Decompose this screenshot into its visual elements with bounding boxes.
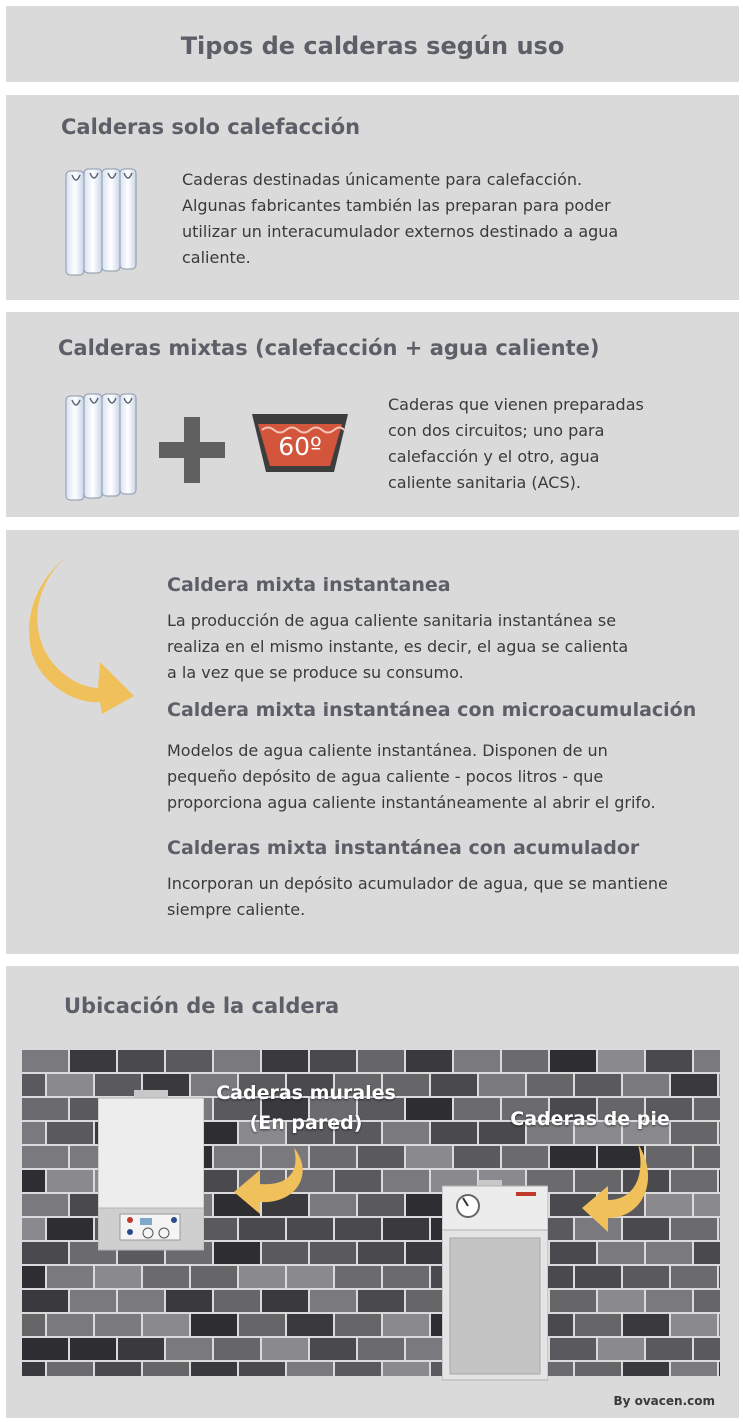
brick xyxy=(550,1050,596,1072)
wall-boiler-label-line: Caderas murales xyxy=(216,1082,396,1104)
curved-arrow-icon xyxy=(24,554,138,714)
brick xyxy=(118,1290,164,1312)
brick xyxy=(358,1290,404,1312)
brick xyxy=(694,1242,720,1264)
brick xyxy=(22,1170,45,1192)
acumulador-description xyxy=(167,871,668,923)
brick xyxy=(383,1218,429,1240)
brick xyxy=(358,1050,404,1072)
brick xyxy=(527,1074,573,1096)
brick xyxy=(47,1314,93,1336)
brick xyxy=(310,1194,356,1216)
brick xyxy=(406,1050,452,1072)
ubicacion-panel xyxy=(6,966,739,1418)
brick xyxy=(70,1290,116,1312)
brick xyxy=(262,1242,308,1264)
brick xyxy=(22,1194,68,1216)
page-title: Tipos de calderas según uso xyxy=(180,32,565,60)
brick xyxy=(191,1362,237,1376)
micro-title: Caldera mixta instantánea con microacumulación xyxy=(167,699,697,721)
brick xyxy=(335,1170,381,1192)
brick xyxy=(383,1266,429,1288)
wall-boiler-label xyxy=(216,1078,396,1138)
brick xyxy=(47,1074,93,1096)
brick xyxy=(454,1098,500,1120)
brick xyxy=(22,1146,68,1168)
arrow-to-wall-boiler-icon xyxy=(232,1146,314,1216)
brick xyxy=(719,1314,720,1336)
brick xyxy=(143,1314,189,1336)
brick xyxy=(575,1314,621,1336)
brick xyxy=(22,1338,68,1360)
brick xyxy=(598,1242,644,1264)
brick xyxy=(310,1146,356,1168)
brick xyxy=(214,1290,260,1312)
brick xyxy=(719,1074,720,1096)
temperature-label: 60º xyxy=(278,432,322,461)
brick xyxy=(22,1098,68,1120)
brick xyxy=(623,1074,669,1096)
mixtas-description xyxy=(388,392,644,496)
solo-line: Algunas fabricantes también las preparan para poder xyxy=(182,196,611,215)
brick xyxy=(70,1338,116,1360)
acumulador-line: siempre caliente. xyxy=(167,900,306,919)
brick xyxy=(694,1194,720,1216)
brick xyxy=(575,1266,621,1288)
brick xyxy=(214,1050,260,1072)
micro-line: pequeño depósito de agua caliente - pocos litros - que xyxy=(167,767,604,786)
brick xyxy=(671,1266,717,1288)
plus-icon xyxy=(159,417,225,483)
brick xyxy=(287,1314,333,1336)
brick xyxy=(719,1362,720,1376)
brick xyxy=(95,1314,141,1336)
brick xyxy=(454,1146,500,1168)
brick xyxy=(22,1362,45,1376)
brick xyxy=(598,1050,644,1072)
mixtas-line: con dos circuitos; uno para xyxy=(388,421,605,440)
brick xyxy=(719,1122,720,1144)
brick xyxy=(623,1314,669,1336)
brick xyxy=(47,1218,93,1240)
brick xyxy=(118,1050,164,1072)
brick xyxy=(239,1218,285,1240)
brick xyxy=(623,1266,669,1288)
solo-line: Caderas destinadas únicamente para calefacción. xyxy=(182,170,583,189)
brick xyxy=(310,1050,356,1072)
mixtas-line: caliente sanitaria (ACS). xyxy=(388,473,581,492)
brick xyxy=(671,1362,717,1376)
brick xyxy=(310,1290,356,1312)
brick xyxy=(22,1122,45,1144)
brick xyxy=(671,1170,717,1192)
brick xyxy=(406,1146,452,1168)
floor-boiler-icon xyxy=(442,1180,548,1382)
mixtas-types-panel xyxy=(6,530,739,954)
brick xyxy=(502,1146,548,1168)
solo-title: Calderas solo calefacción xyxy=(61,115,361,139)
brick xyxy=(143,1266,189,1288)
brick xyxy=(287,1266,333,1288)
brick xyxy=(671,1314,717,1336)
brick xyxy=(694,1146,720,1168)
brick xyxy=(22,1050,68,1072)
brick xyxy=(191,1266,237,1288)
floor-boiler-label: Caderas de pie xyxy=(510,1108,670,1130)
solo-line: caliente. xyxy=(182,248,251,267)
brick xyxy=(671,1122,717,1144)
instantanea-line: a la vez que se produce su consumo. xyxy=(167,663,464,682)
brick xyxy=(22,1242,68,1264)
micro-line: Modelos de agua caliente instantánea. Disponen de un xyxy=(167,741,608,760)
brick xyxy=(694,1290,720,1312)
brick xyxy=(70,1050,116,1072)
brick xyxy=(22,1290,68,1312)
brick xyxy=(239,1362,285,1376)
instantanea-line: La producción de agua caliente sanitaria instantánea se xyxy=(167,611,617,630)
brick xyxy=(623,1362,669,1376)
brick xyxy=(550,1338,596,1360)
instantanea-title: Caldera mixta instantanea xyxy=(167,574,451,596)
radiator-icon xyxy=(62,165,144,281)
mixtas-line: Caderas que vienen preparadas xyxy=(388,395,644,414)
acumulador-title: Calderas mixta instantánea con acumulador xyxy=(167,837,640,859)
brick xyxy=(335,1314,381,1336)
brick xyxy=(287,1218,333,1240)
ubicacion-title: Ubicación de la caldera xyxy=(64,994,340,1018)
brick xyxy=(47,1170,93,1192)
brick xyxy=(47,1122,93,1144)
brick xyxy=(358,1146,404,1168)
brick xyxy=(646,1050,692,1072)
brick xyxy=(166,1338,212,1360)
brick xyxy=(575,1362,621,1376)
brick xyxy=(575,1074,621,1096)
brick xyxy=(262,1050,308,1072)
brick xyxy=(214,1242,260,1264)
brick xyxy=(239,1266,285,1288)
brick xyxy=(431,1074,477,1096)
brick xyxy=(406,1098,452,1120)
brick xyxy=(694,1050,720,1072)
brick xyxy=(22,1074,45,1096)
brick xyxy=(335,1218,381,1240)
brick xyxy=(646,1242,692,1264)
brick xyxy=(598,1338,644,1360)
wall-boiler-label-line: (En pared) xyxy=(249,1112,363,1134)
brick xyxy=(719,1266,720,1288)
brick xyxy=(118,1338,164,1360)
arrow-to-floor-boiler-icon xyxy=(580,1142,656,1234)
instantanea-line: realiza en el mismo instante, es decir, el agua se calienta xyxy=(167,637,629,656)
brick xyxy=(383,1314,429,1336)
brick xyxy=(22,1314,45,1336)
instantanea-description xyxy=(167,608,628,686)
brick xyxy=(310,1338,356,1360)
solo-calefaccion-panel xyxy=(6,95,739,300)
brick xyxy=(671,1074,717,1096)
acumulador-line: Incorporan un depósito acumulador de agua, que se mantiene xyxy=(167,874,668,893)
brick xyxy=(383,1362,429,1376)
micro-description xyxy=(167,738,656,816)
brick xyxy=(671,1218,717,1240)
brick xyxy=(646,1338,692,1360)
brick xyxy=(335,1362,381,1376)
brick xyxy=(262,1290,308,1312)
radiator-icon xyxy=(62,390,144,506)
brick xyxy=(166,1290,212,1312)
brick xyxy=(719,1170,720,1192)
brick xyxy=(95,1362,141,1376)
brick xyxy=(166,1050,212,1072)
solo-description xyxy=(182,167,618,271)
brick xyxy=(262,1338,308,1360)
brick xyxy=(191,1314,237,1336)
brick xyxy=(47,1266,93,1288)
mixtas-title: Calderas mixtas (calefacción + agua caliente) xyxy=(58,336,600,360)
brick xyxy=(143,1362,189,1376)
mixtas-line: calefacción y el otro, agua xyxy=(388,447,600,466)
brick xyxy=(310,1242,356,1264)
brick xyxy=(22,1266,45,1288)
brick xyxy=(358,1338,404,1360)
brick xyxy=(598,1290,644,1312)
wall-boiler-icon xyxy=(98,1090,204,1252)
brick xyxy=(550,1290,596,1312)
brick xyxy=(550,1242,596,1264)
title-panel xyxy=(6,6,739,82)
brick xyxy=(214,1338,260,1360)
brick xyxy=(719,1218,720,1240)
brick xyxy=(47,1362,93,1376)
solo-line: utilizar un interacumulador externos destinado a agua xyxy=(182,222,619,241)
brick xyxy=(22,1218,45,1240)
brick xyxy=(335,1266,381,1288)
brick xyxy=(454,1050,500,1072)
brick xyxy=(239,1314,285,1336)
credit-text: By ovacen.com xyxy=(613,1394,715,1408)
brick xyxy=(646,1290,692,1312)
micro-line: proporciona agua caliente instantáneamente al abrir el grifo. xyxy=(167,793,656,812)
brick xyxy=(95,1266,141,1288)
brick xyxy=(431,1122,477,1144)
brick xyxy=(383,1170,429,1192)
brick xyxy=(287,1362,333,1376)
brick xyxy=(502,1050,548,1072)
brick xyxy=(694,1338,720,1360)
brick xyxy=(694,1098,720,1120)
brick xyxy=(358,1194,404,1216)
mixtas-panel xyxy=(6,312,739,517)
brick xyxy=(479,1074,525,1096)
brick xyxy=(358,1242,404,1264)
